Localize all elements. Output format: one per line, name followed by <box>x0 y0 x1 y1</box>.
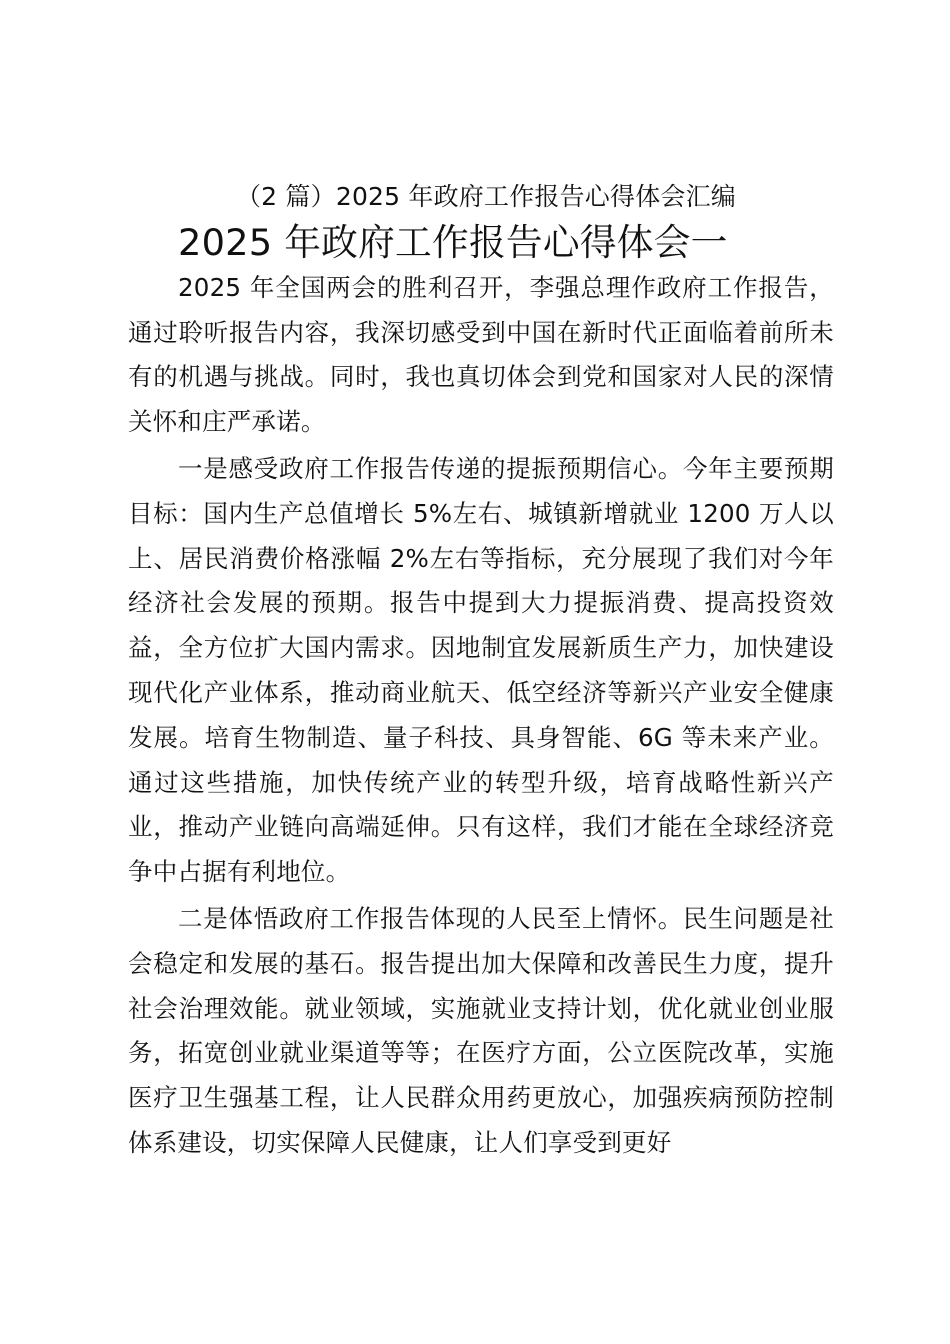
document-subtitle: 2025 年政府工作报告心得体会一 <box>178 221 728 264</box>
paragraph-intro: 2025 年全国两会的胜利召开，李强总理作政府工作报告，通过聆听报告内容，我深切感受到中国在新时代正面临着前所未有的机遇与挑战。同时，我也真切体会到党和国家对人民的深情关怀和庄严承诺。 <box>128 272 834 437</box>
document-title: （2 篇）2025 年政府工作报告心得体会汇编 <box>235 182 737 211</box>
document-body <box>128 173 834 1166</box>
paragraph-point-one: 一是感受政府工作报告传递的提振预期信心。今年主要预期目标：国内生产总值增长 5%左右、城镇新增就业 1200 万人以上、居民消费价格涨幅 2%左右等指标，充分展现了我们对今年经济社会发展的预期。报告中提到大力提振消费、提高投资效益，全方位扩大国内需求。因地制宜发展新质生产力，加快建设现代化产业体系，推动商业航天、低空经济等新兴产业安全健康发展。培育生物制造、量子科技、具身智能、6G 等未来产业。通过这些措施，加快传统产业的转型升级，培育战略性新兴产业，推动产业链向高端延伸。只有这样，我们才能在全球经济竞争中占据有利地位。 <box>128 453 834 887</box>
paragraph-point-two: 二是体悟政府工作报告体现的人民至上情怀。民生问题是社会稳定和发展的基石。报告提出加大保障和改善民生力度，提升社会治理效能。就业领域，实施就业支持计划，优化就业创业服务，拓宽创业就业渠道等等；在医疗方面，公立医院改革，实施医疗卫生强基工程，让人民群众用药更放心，加强疾病预防控制体系建设，切实保障人民健康，让人们享受到更好 <box>128 903 834 1157</box>
